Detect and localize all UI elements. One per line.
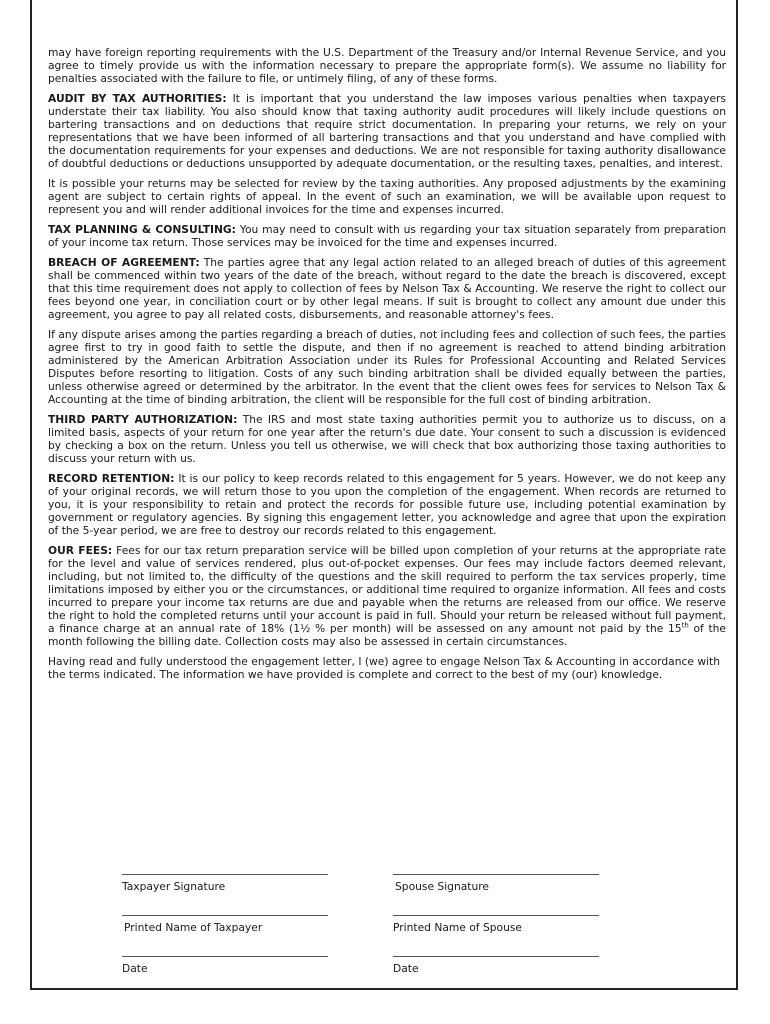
signature-row: [32, 874, 710, 915]
closing-paragraph: Having read and fully understood the engagement letter, I (we) agree to engage Nelson Tax & Accounting in accordance with the terms indicated. The information we have provided is complete and correct to the best of my (our) knowledge.: [48, 655, 721, 681]
signature-block: [32, 874, 710, 997]
retention-heading: RECORD RETENTION:: [48, 472, 175, 485]
taxpayer-signature-label: Taxpayer Signature: [122, 880, 226, 893]
engagement-letter-body: [48, 46, 726, 688]
spouse-name-label: Printed Name of Spouse: [393, 921, 522, 934]
planning-text: You may need to consult with us regarding your tax situation separately from preparation of your income tax return. Those services may be invoiced for the time and expenses incurred.: [48, 223, 727, 249]
audit-paragraph-2: It is possible your returns may be selected for review by the taxing authorities. Any proposed adjustments by the examining agent are subject to certain rights of appeal. In the event of such an examination, we will be available upon request to represent you and will render additional invoices for the time and expenses incurred.: [48, 177, 726, 216]
taxpayer-date-line[interactable]: [122, 956, 328, 957]
taxpayer-name-line[interactable]: [122, 915, 328, 916]
audit-section: [48, 92, 726, 170]
fees-text-after: of the month following the billing date. Collection costs may also be assessed in certain circumstances.: [48, 622, 727, 648]
audit-text: It is important that you understand the law imposes various penalties when taxpayers understate their tax liability. You also should know that taxing authority audit procedures will likely include questions on bartering transactions and on deductions that require strict documentation. In preparing your returns, we rely on your representations that we have been informed of all bartering transactions and that you understand and have complied with the documentation requirements for your expenses and deductions. We are not responsible for taxing authority disallowance of doubtful deductions or deductions unsupported by adequate documentation, or the resulting taxes, penalties, and interest.: [48, 92, 726, 170]
retention-section: [48, 472, 726, 537]
breach-heading: BREACH OF AGREEMENT:: [48, 256, 200, 269]
third-party-section: [48, 413, 726, 465]
audit-heading: AUDIT BY TAX AUTHORITIES:: [48, 92, 227, 105]
fees-ordinal-suffix: th: [681, 621, 689, 630]
taxpayer-name-label: Printed Name of Taxpayer: [124, 921, 263, 934]
breach-section: [48, 256, 726, 321]
breach-text: The parties agree that any legal action related to an alleged breach of duties of this agreement shall be commenced within two years of the date of the breach, without regard to the date the breach is discovered, except that this time requirement does not apply to collection of fees by Nelson Tax & Accounting. We reserve the right to collect our fees beyond one year, in conciliation court or by other legal means. If suit is brought to collect any amount due under this agreement, you agree to pay all related costs, disbursements, and reasonable attorney's fees.: [48, 256, 726, 321]
taxpayer-signature-line[interactable]: [122, 874, 328, 875]
fees-text-before: Fees for our tax return preparation service will be billed upon completion of your returns at the appropriate rate for the level and value of services rendered, plus out-of-pocket expenses. Our fees may include factors deemed relevant, including, but not limited to, the difficulty of the questions and the skill required to perform the tax services properly, time limitations imposed by either you or the circumstances, or additional time required to organize information. All fees and costs incurred to prepare your income tax returns are due and payable when the returns are released from our office. We reserve the right to hold the completed returns until your account is paid in full. Should your return be released without full payment, a finance charge at an annual rate of 18% (1½ % per month) will be assessed on any amount not paid by the 15: [48, 544, 726, 635]
intro-paragraph: may have foreign reporting requirements with the U.S. Department of the Treasury and/or Internal Revenue Service, and you agree to timely provide us with the information necessary to prepare the appropriate form(s). We assume no liability for penalties associated with the failure to file, or untimely filing, of any of these forms.: [48, 46, 726, 85]
document-page: [30, 0, 738, 990]
retention-text: It is our policy to keep records related to this engagement for 5 years. However, we do not keep any of your original records, we will return those to you upon the completion of the engagement. When records are returned to you, it is your responsibility to retain and protect the records for possible future use, including potential examination by government or regulatory agencies. By signing this engagement letter, you acknowledge and agree that upon the expiration of the 5-year period, we are free to destroy our records related to this engagement.: [48, 472, 726, 537]
spouse-signature-label: Spouse Signature: [395, 880, 489, 893]
printed-name-row: [32, 915, 710, 956]
planning-section: [48, 223, 726, 249]
fees-section: [48, 544, 726, 648]
spouse-signature-line[interactable]: [393, 874, 599, 875]
breach-paragraph-2: If any dispute arises among the parties regarding a breach of duties, not including fees and collection of such fees, the parties agree first to try in good faith to settle the dispute, and then if no agreement is reached to attend binding arbitration administered by the American Arbitration Association under its Rules for Professional Accounting and Related Services Disputes before resorting to litigation. Costs of any such binding arbitration shall be divided equally between the parties, unless otherwise agreed or determined by the arbitrator. In the event that the client owes fees for services to Nelson Tax & Accounting at the time of binding arbitration, the client will be responsible for the full cost of binding arbitration.: [48, 328, 726, 406]
date-row: [32, 956, 710, 997]
spouse-date-line[interactable]: [393, 956, 599, 957]
third-party-text: The IRS and most state taxing authorities permit you to authorize us to discuss, on a limited basis, aspects of your return for one year after the return's due date. Your consent to such a discussion is evidenced by checking a box on the return. Unless you tell us otherwise, we will check that box authorizing those taxing authorities to discuss your return with us.: [48, 413, 726, 465]
spouse-name-line[interactable]: [393, 915, 599, 916]
third-party-heading: THIRD PARTY AUTHORIZATION:: [48, 413, 238, 426]
fees-heading: OUR FEES:: [48, 544, 113, 557]
taxpayer-date-label: Date: [122, 962, 148, 975]
planning-heading: TAX PLANNING & CONSULTING:: [48, 223, 236, 236]
spouse-date-label: Date: [393, 962, 419, 975]
